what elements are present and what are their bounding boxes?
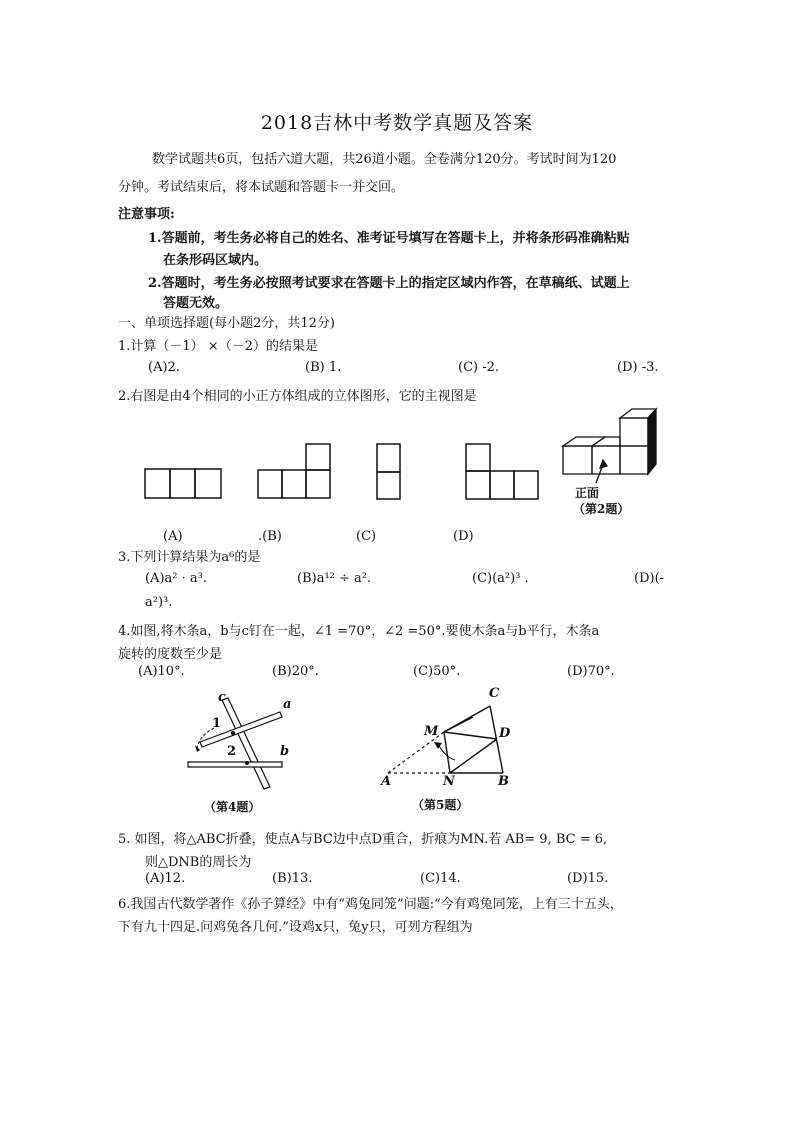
q6-stem-line-2: 下有九十四足.问鸡兔各几何.”设鸡x只，兔y只，可列方程组为 (118, 920, 473, 935)
q3-option-a: (A)a² · a³. (145, 571, 207, 586)
q4-option-a: (A)10°. (138, 664, 185, 679)
q3-option-b: (B)a¹² ÷ a². (297, 571, 372, 586)
q4-stem-line-1: 4.如图,将木条a，b与c钉在一起，∠1 =70°，∠2 =50°.要使木条a与b平行，木条a (118, 624, 600, 639)
q5-label-n: N (443, 774, 455, 789)
q5-figure-caption: （第5题） (412, 798, 469, 812)
q5-option-c: (C)14. (420, 871, 461, 886)
q2-option-c: (C) (356, 529, 377, 544)
q1-option-a: (A)2. (148, 360, 180, 375)
q4-label-angle-2: 2 (227, 744, 237, 759)
q1-option-b: (B) 1. (305, 360, 342, 375)
notice-item-1: 1.答题前，考生务必将自己的姓名、准考证号填写在答题卡上，并将条形码准确粘贴 (148, 231, 630, 246)
intro-line-2: 分钟。考试结束后，将本试题和答题卡一并交回。 (118, 180, 405, 195)
q5-stem-line-1: 5. 如图，将△ABC折叠，使点A与BC边中点D重合，折痕为MN.若 AB= 9, BC = 6, (118, 832, 608, 847)
q2-stem: 2.右图是由4个相同的小正方体组成的立体图形，它的主视图是 (118, 389, 477, 404)
q4-option-b: (B)20°. (272, 664, 319, 679)
q4-option-c: (C)50°. (413, 664, 461, 679)
q3-option-d-cont: a²)³. (145, 595, 173, 610)
q3-stem: 3.下列计算结果为a⁶的是 (118, 550, 261, 565)
q3-option-c: (C)(a²)³ . (472, 571, 529, 586)
page-title: 2018吉林中考数学真题及答案 (260, 112, 534, 134)
q1-option-c: (C) -2. (458, 360, 500, 375)
q4-label-angle-1: 1 (212, 716, 222, 731)
q5-label-b: B (498, 774, 509, 789)
notice-item-2-cont: 答题无效。 (163, 296, 229, 311)
intro-line-1: 数学试题共6页，包括六道大题，共26道小题。全卷满分120分。考试时间为120 (152, 152, 617, 167)
q5-stem-line-2: 则△DNB的周长为 (145, 855, 252, 870)
q4-label-b: b (280, 744, 290, 759)
q1-stem: 1.计算（－1） ×（－2）的结果是 (118, 339, 318, 354)
section-1-heading: 一、单项选择题(每小题2分，共12分) (118, 316, 335, 331)
q4-stem-line-2: 旋转的度数至少是 (118, 647, 223, 662)
q6-stem-line-1: 6.我国古代数学著作《孙子算经》中有“鸡兔同笼”问题:“今有鸡兔同笼，上有三十五头， (118, 897, 623, 912)
q2-figure-caption: （第2题） (573, 502, 630, 516)
q2-option-b: .(B) (258, 529, 282, 544)
q5-label-m: M (424, 724, 439, 739)
notice-item-2: 2.答题时，考生务必按照考试要求在答题卡上的指定区域内作答，在草稿纸、试题上 (148, 276, 630, 291)
q5-option-d: (D)15. (567, 871, 609, 886)
q1-option-d: (D) -3. (617, 360, 659, 375)
q5-label-c: C (489, 686, 500, 701)
q5-label-d: D (499, 726, 511, 741)
q4-figure-caption: （第4题） (204, 800, 261, 814)
notice-heading: 注意事项: (118, 207, 175, 222)
q4-label-c: c (218, 690, 226, 705)
q3-option-d: (D)(- (634, 571, 665, 586)
q4-label-a: a (283, 697, 292, 712)
q5-option-b: (B)13. (272, 871, 313, 886)
q2-option-a: (A) (163, 529, 183, 544)
q2-front-label: 正面 (575, 486, 600, 500)
q5-label-a: A (381, 774, 392, 789)
q2-option-d: (D) (453, 529, 474, 544)
notice-item-1-cont: 在条形码区域内。 (163, 253, 268, 268)
q5-option-a: (A)12. (145, 871, 186, 886)
q4-option-d: (D)70°. (567, 664, 615, 679)
